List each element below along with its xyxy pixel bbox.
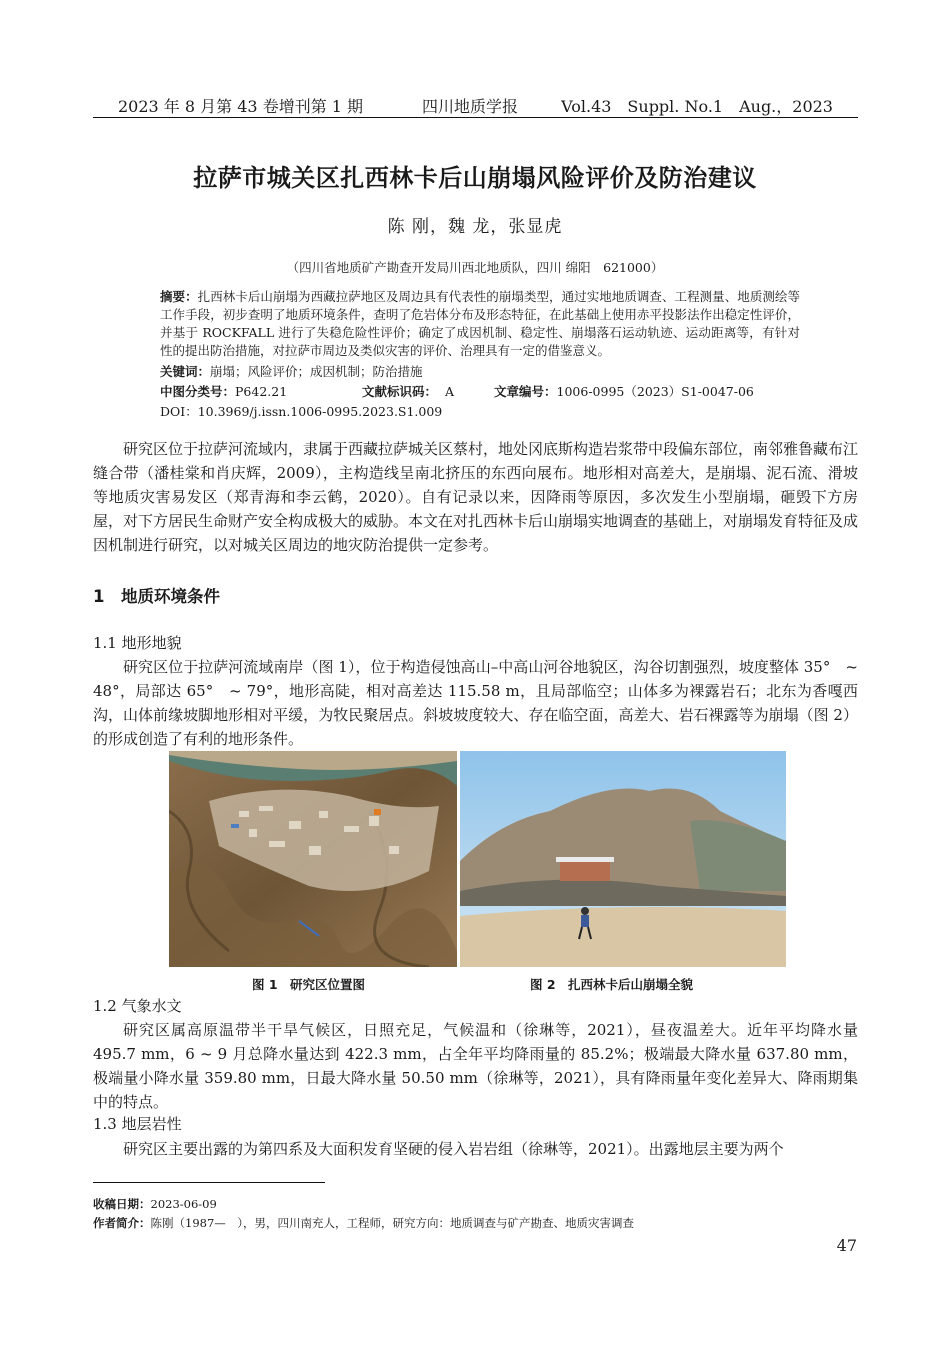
running-header-issue: 2023 年 8 月第 43 卷增刊第 1 期 bbox=[118, 97, 364, 116]
keywords-text: 崩塌；风险评价；成因机制；防治措施 bbox=[210, 364, 423, 379]
figure-2-caption: 图 2 扎西林卡后山崩塌全貌 bbox=[530, 977, 694, 992]
clc-label: 中图分类号： bbox=[160, 384, 236, 399]
received-date: 2023-06-09 bbox=[150, 1197, 217, 1211]
abstract-text: 扎西林卡后山崩塌为西藏拉萨地区及周边具有代表性的崩塌类型，通过实地地质调查、工程测量、地质测绘等工作手段，初步查明了地质环境条件，查明了危岩体分布及形态特征，在此基础上使用赤平投影法作出稳定性评价，并基于 ROCKFALL 进行了失稳危险性评价；确定了成因机制、稳定性、崩塌落石运动轨迹、运动距离等，有针对性的提出防治措施，对拉萨市周边及类似灾害的评价、治理具有一定的借鉴意义。 bbox=[160, 289, 800, 358]
section-heading-1: 1 地质环境条件 bbox=[93, 587, 220, 606]
received-label: 收稿日期： bbox=[93, 1197, 151, 1211]
subsection-heading-1-1: 1.1 地形地貌 bbox=[93, 634, 182, 652]
clc-number bbox=[160, 382, 287, 400]
doccode-value: A bbox=[445, 384, 455, 399]
footnote-received bbox=[93, 1196, 217, 1212]
abstract bbox=[160, 288, 800, 360]
doi[interactable]: DOI：10.3969/j.issn.1006-0995.2023.S1.009 bbox=[160, 404, 443, 419]
landscape-photo bbox=[460, 751, 786, 967]
running-header-volume: Vol.43 Suppl. No.1 Aug.，2023 bbox=[561, 97, 833, 116]
running-header-journal: 四川地质学报 bbox=[422, 97, 519, 116]
article-authors: 陈 刚，魏 龙，张显虎 bbox=[387, 217, 563, 237]
subsection-heading-1-3: 1.3 地层岩性 bbox=[93, 1115, 182, 1133]
doccode-label: 文献标识码： bbox=[362, 384, 438, 399]
document-code bbox=[362, 382, 454, 400]
keywords-label: 关键词： bbox=[160, 364, 211, 379]
author-bio-label: 作者简介： bbox=[93, 1216, 151, 1230]
paragraph-lithology: 研究区主要出露的为第四系及大面积发育坚硬的侵入岩岩组（徐琳等，2021）。出露地层主要为两个 bbox=[123, 1140, 784, 1158]
figure-1-caption: 图 1 研究区位置图 bbox=[252, 977, 366, 992]
article-title: 拉萨市城关区扎西林卡后山崩塌风险评价及防治建议 bbox=[193, 164, 757, 192]
articleno-label: 文章编号： bbox=[494, 384, 557, 399]
paragraph-climate: 研究区属高原温带半干旱气候区，日照充足，气候温和（徐琳等，2021），昼夜温差大。近年平均降水量 495.7 mm，6 ~ 9 月总降水量达到 422.3 mm，占全年平均降雨量的 85.2%；极端最大降水量 637.80 mm，极端量小降水量 359.80 mm，日最大降水量 50.50 mm（徐琳等，2021），具有降雨量年变化差异大、降雨期集中的特点。 bbox=[93, 1021, 858, 1111]
footnote-rule bbox=[93, 1182, 325, 1183]
header-rule bbox=[93, 117, 858, 118]
page-number: 47 bbox=[836, 1236, 857, 1255]
intro-paragraph: 研究区位于拉萨河流域内，隶属于西藏拉萨城关区蔡村，地处冈底斯构造岩浆带中段偏东部位，南邻雅鲁藏布江缝合带（潘桂棠和肖庆辉，2009），主构造线呈南北挤压的东西向展布。地形相对高差大，是崩塌、泥石流、滑坡等地质灾害易发区（郑青海和李云鹤，2020）。自有记录以来，因降雨等原因，多次发生小型崩塌，砸毁下方房屋，对下方居民生命财产安全构成极大的威胁。本文在对扎西林卡后山崩塌实地调查的基础上，对崩塌发育特征及成因机制进行研究，以对城关区周边的地灾防治提供一定参考。 bbox=[93, 440, 859, 554]
figure-1-satellite-map bbox=[169, 751, 457, 967]
figure-2-collapse-photo bbox=[460, 751, 786, 967]
article-affiliation: （四川省地质矿产勘查开发局川西北地质队，四川 绵阳 621000） bbox=[286, 260, 664, 275]
subsection-heading-1-2: 1.2 气象水文 bbox=[93, 997, 182, 1015]
abstract-label: 摘要： bbox=[160, 289, 198, 304]
footnote-author-bio bbox=[93, 1215, 634, 1231]
satellite-image bbox=[169, 751, 457, 967]
author-bio-text: 陈刚（1987— ），男，四川南充人，工程师，研究方向：地质调查与矿产勘查、地质灾害调查 bbox=[150, 1216, 635, 1230]
article-number bbox=[494, 382, 754, 400]
articleno-value: 1006-0995（2023）S1-0047-06 bbox=[556, 384, 754, 399]
clc-value: P642.21 bbox=[235, 384, 288, 399]
keywords bbox=[160, 362, 423, 380]
paragraph-terrain: 研究区位于拉萨河流域南岸（图 1），位于构造侵蚀高山–中高山河谷地貌区，沟谷切割强烈，坡度整体 35° ~ 48°，局部达 65° ~ 79°，地形高陡，相对高差达 115.58 m，且局部临空；山体多为裸露岩石；北东为香嘎西沟，山体前缘坡脚地形相对平缓，为牧民聚居点。斜坡坡度较大、存在临空面，高差大、岩石裸露等为崩塌（图 2）的形成创造了有利的地形条件。 bbox=[93, 658, 858, 748]
